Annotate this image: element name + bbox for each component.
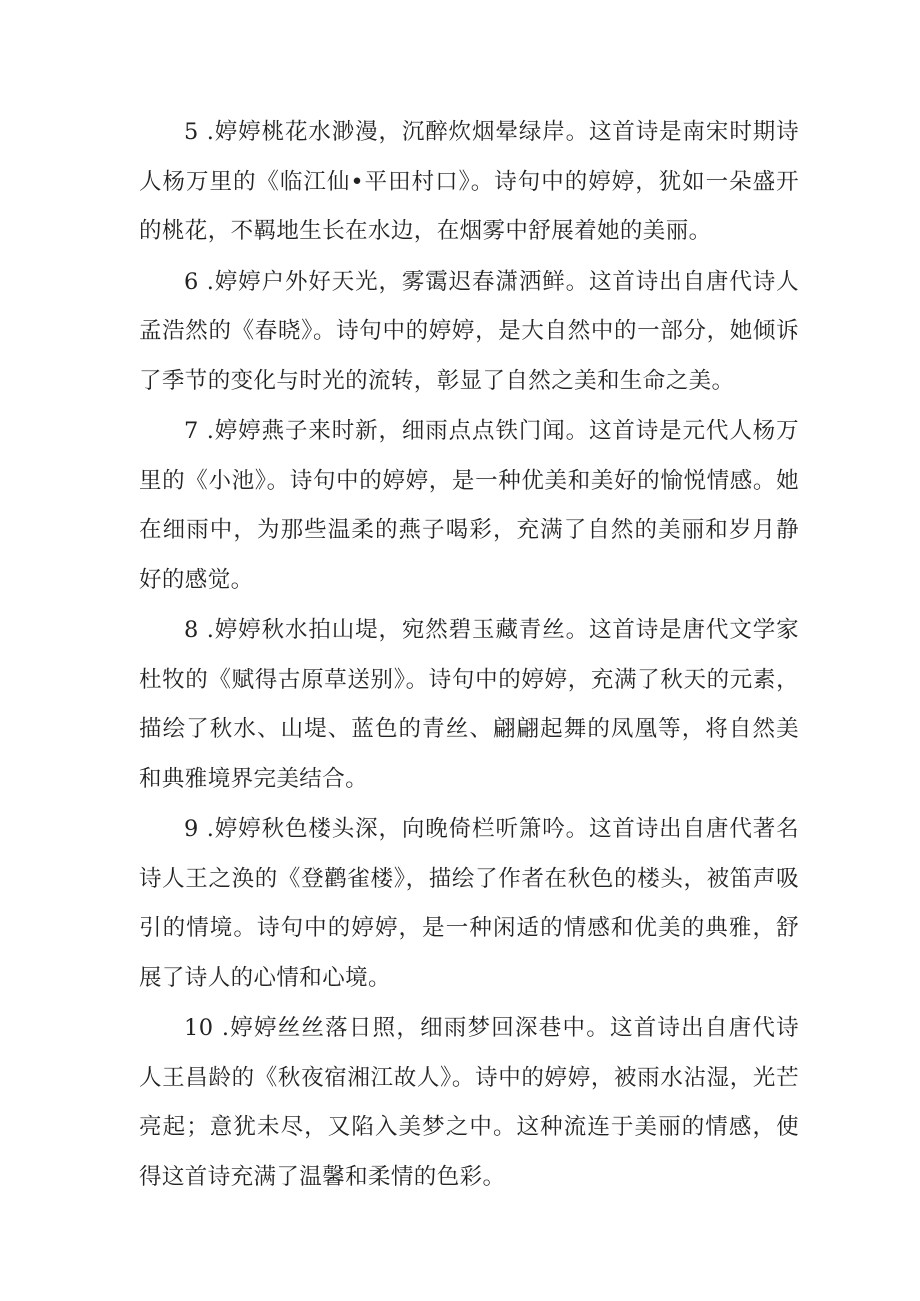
paragraph-7: 7 .婷婷燕子来时新，细雨点点铁门闻。这首诗是元代人杨万里的《小池》。诗句中的婷婷，是一种优美和美好的愉悦情感。她在细雨中，为那些温柔的燕子喝彩，充满了自然的美丽和岁月静好的感觉。	[139, 418, 799, 593]
document-body	[139, 108, 799, 1203]
paragraph-8: 8 .婷婷秋水拍山堤，宛然碧玉藏青丝。这首诗是唐代文学家杜牧的《赋得古原草送别》。诗句中的婷婷，充满了秋天的元素，描绘了秋水、山堤、蓝色的青丝、翩翩起舞的凤凰等，将自然美和典雅境界完美结合。	[139, 617, 799, 792]
paragraph-5: 5 .婷婷桃花水渺漫，沉醉炊烟晕绿岸。这首诗是南宋时期诗人杨万里的《临江仙•平田村口》。诗句中的婷婷，犹如一朵盛开的桃花，不羁地生长在水边，在烟雾中舒展着她的美丽。	[139, 119, 799, 244]
paragraph-6: 6 .婷婷户外好天光，雾霭迟春潇洒鲜。这首诗出自唐代诗人孟浩然的《春晓》。诗句中的婷婷，是大自然中的一部分，她倾诉了季节的变化与时光的流转，彰显了自然之美和生命之美。	[139, 268, 799, 394]
paragraph-9: 9 .婷婷秋色楼头深，向晚倚栏听箫吟。这首诗出自唐代著名诗人王之涣的《登鹳雀楼》，描绘了作者在秋色的楼头，被笛声吸引的情境。诗句中的婷婷，是一种闲适的情感和优美的典雅，舒展了诗人的心情和心境。	[139, 816, 799, 991]
paragraph-10: 10 .婷婷丝丝落日照，细雨梦回深巷中。这首诗出自唐代诗人王昌龄的《秋夜宿湘江故人》。诗中的婷婷，被雨水沾湿，光芒亮起；意犹未尽，又陷入美梦之中。这种流连于美丽的情感，使得这首诗充满了温馨和柔情的色彩。	[139, 1015, 799, 1190]
